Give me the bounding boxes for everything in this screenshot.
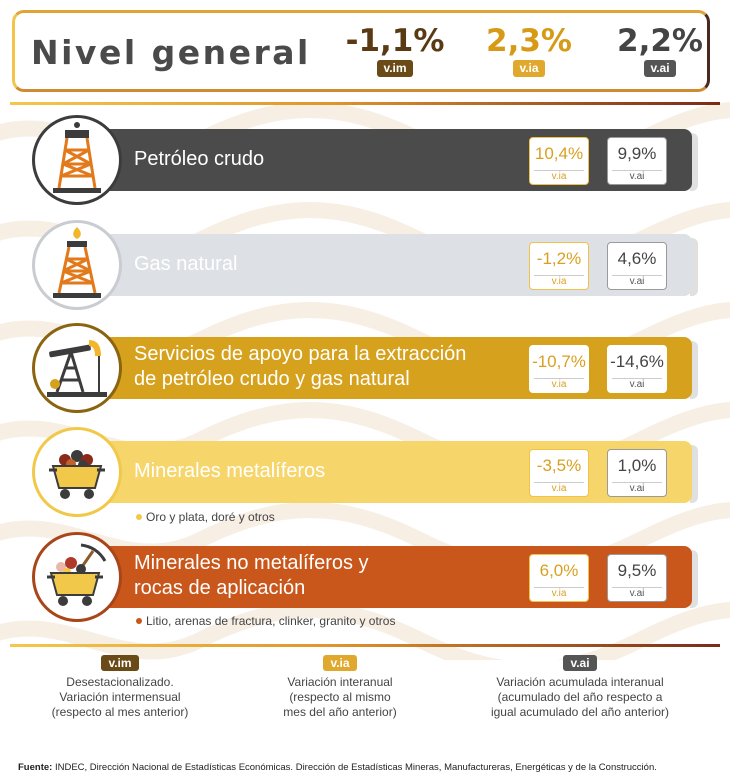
vai-tag: v.ai [629,379,645,390]
page-title: Nivel general [31,33,311,72]
header-panel [12,10,710,92]
row-label [134,342,466,392]
legend-text [40,675,200,720]
legend-line1: Variación interanual [287,675,393,689]
via-box [529,554,589,602]
box-divider [612,170,662,171]
via-box [529,137,589,185]
via-box [529,242,589,290]
stat-vai-value: 2,2% [617,23,703,59]
mine-cart-pickaxe-icon [32,532,122,622]
vai-box [607,554,667,602]
legend-via [260,654,420,720]
via-box [529,345,589,393]
note-text: Litio, arenas de fractura, clinker, granito y otros [146,614,396,628]
vai-tag: v.ai [629,171,645,182]
stat-vim [345,23,445,77]
legend-line3: igual acumulado del año anterior) [490,705,670,719]
via-tag: v.ia [551,276,567,287]
row-label [134,551,369,601]
vai-box [607,449,667,497]
legend-badge: v.im [101,655,138,671]
row-minerales-no-metaliferos [32,532,694,622]
mine-cart-icon [32,427,122,517]
row-label-line2: de petróleo crudo y gas natural [134,368,410,390]
pump-jack-icon [32,323,122,413]
box-divider [612,482,662,483]
stat-vai [610,23,710,77]
via-box [529,449,589,497]
via-value: -10,7% [532,352,586,371]
stat-vim-badge: v.im [377,60,412,77]
row-label: Petróleo crudo [134,148,265,170]
vai-box [607,137,667,185]
via-tag: v.ia [551,588,567,599]
vai-value: -14,6% [610,352,664,371]
row-gas-natural [32,220,694,310]
note-no-metaliferos [136,614,395,628]
row-label-line2: rocas de aplicación [134,577,306,599]
stat-via [479,23,579,77]
note-metaliferos [136,510,275,524]
stat-vim-value: -1,1% [345,23,445,59]
note-text: Oro y plata, doré y otros [146,510,275,524]
oil-derrick-icon [32,115,122,205]
vai-box [607,345,667,393]
via-value: 10,4% [534,144,584,163]
legend-text [260,675,420,720]
row-label: Minerales metalíferos [134,460,326,482]
bullet-dot [136,618,142,624]
bottom-divider [10,644,720,647]
via-value: 6,0% [539,561,579,580]
vai-box [607,242,667,290]
footer-text: INDEC, Dirección Nacional de Estadísticas Económicas. Dirección de Estadísticas Mineras, Manufactureras, Energéticas y de la Construcción. [52,762,657,773]
box-divider [612,378,662,379]
via-value: -1,2% [536,249,582,268]
stat-vai-badge: v.ai [644,60,675,77]
source-footer [18,762,657,773]
legend-badge: v.ai [563,655,596,671]
top-divider [10,102,720,105]
box-divider [534,170,584,171]
vai-tag: v.ai [629,276,645,287]
row-label: Gas natural [134,253,238,275]
row-minerales-metaliferos [32,427,694,517]
row-servicios-apoyo [32,323,694,413]
legend-line1: Desestacionalizado. [66,675,174,689]
via-tag: v.ia [551,171,567,182]
via-tag: v.ia [551,483,567,494]
legend-vai [480,654,680,720]
vai-tag: v.ai [629,483,645,494]
box-divider [612,275,662,276]
gas-derrick-icon [32,220,122,310]
legend-line3: (respecto al mes anterior) [51,705,189,719]
vai-value: 1,0% [617,456,657,475]
row-petroleo-crudo [32,115,694,205]
stat-via-badge: v.ia [513,60,544,77]
bullet-dot [136,514,142,520]
box-divider [534,275,584,276]
legend-line2: Variación intermensual [59,690,181,704]
legend-line1: Variación acumulada interanual [496,675,664,689]
box-divider [534,482,584,483]
via-value: -3,5% [536,456,582,475]
vai-value: 9,5% [617,561,657,580]
vai-value: 9,9% [617,144,657,163]
legend-badge: v.ia [323,655,356,671]
legend-vim [40,654,200,720]
via-tag: v.ia [551,379,567,390]
stat-via-value: 2,3% [486,23,572,59]
legend-line3: mes del año anterior) [283,705,397,719]
row-label-line1: Servicios de apoyo para la extracción [134,343,467,365]
vai-value: 4,6% [617,249,657,268]
box-divider [534,378,584,379]
row-label-line1: Minerales no metalíferos y [134,552,369,574]
legend-line2: (respecto al mismo [289,690,391,704]
vai-tag: v.ai [629,588,645,599]
footer-label: Fuente: [18,762,53,773]
box-divider [612,587,662,588]
legend-line2: (acumulado del año respecto a [497,690,663,704]
legend-text [480,675,680,720]
box-divider [534,587,584,588]
